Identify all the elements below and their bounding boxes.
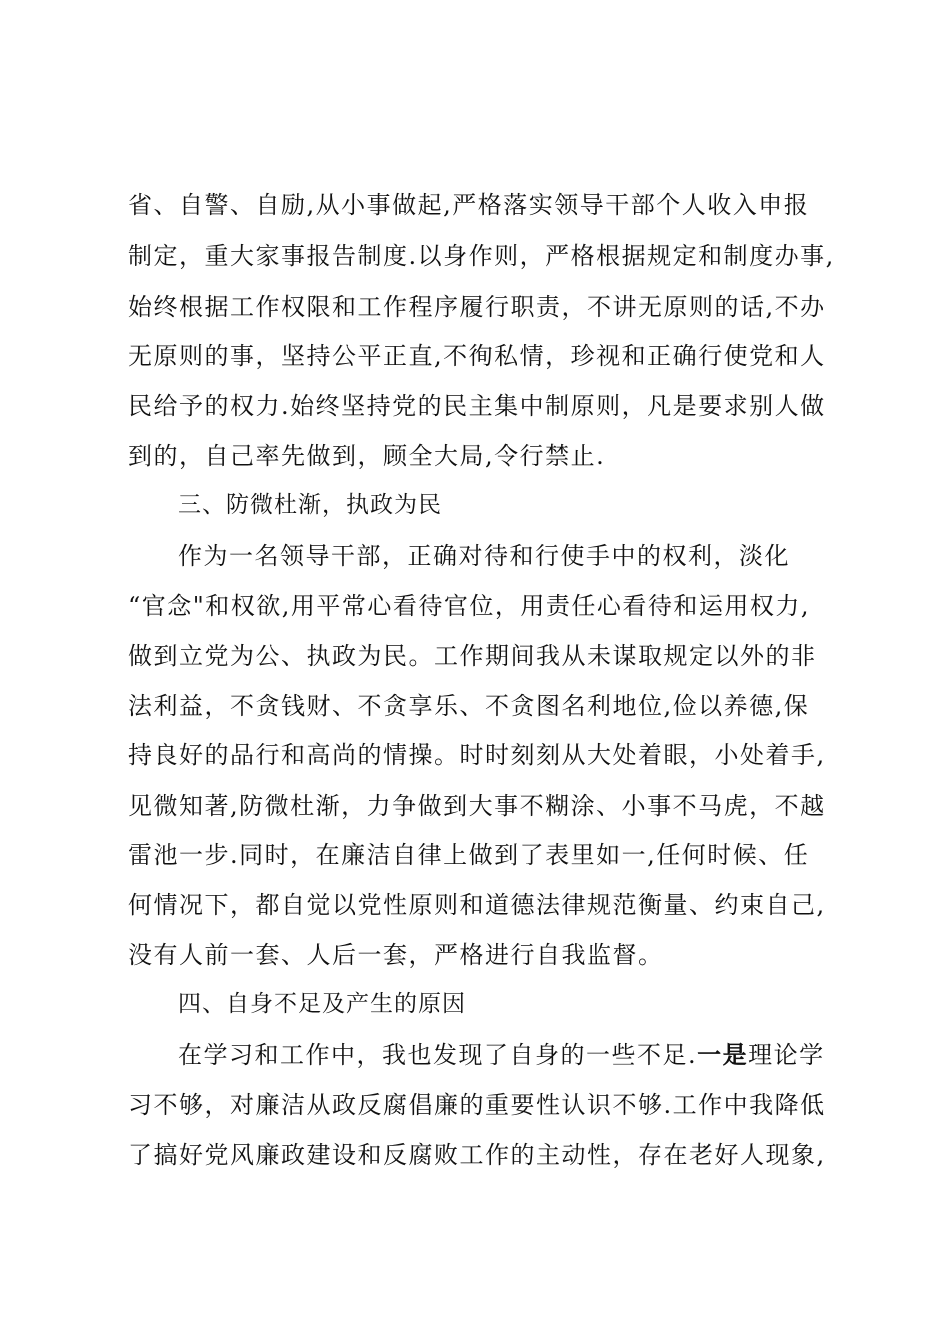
section-heading: 三、防微杜渐，执政为民 (178, 492, 442, 518)
paragraph-line: 雷池一步.同时，在廉洁自律上做到了表里如一,任何时候、任 (128, 841, 810, 869)
paragraph-line (178, 1040, 898, 1070)
paragraph-line: 始终根据工作权限和工作程序履行职责，不讲无原则的话,不办 (128, 293, 826, 321)
paragraph-line: 没有人前一套、人后一套，严格进行自我监督。 (128, 941, 664, 969)
paragraph-line: 了搞好党风廉政建设和反腐败工作的主动性，存在老好人现象, (128, 1141, 826, 1169)
paragraph-text: 在学习和工作中，我也发现了自身的一些不足. (178, 1041, 698, 1069)
paragraph-line: 持良好的品行和高尚的情操。时时刻刻从大处着眼，小处着手, (128, 741, 826, 769)
paragraph-line: 何情况下，都自觉以党性原则和道德法律规范衡量、约束自己, (128, 891, 826, 919)
emphasis-text: 一是 (697, 1040, 749, 1069)
paragraph-line: 省、自警、自励,从小事做起,严格落实领导干部个人收入申报 (128, 191, 810, 219)
paragraph-line: 法利益，不贪钱财、不贪享乐、不贪图名利地位,俭以养德,保 (128, 692, 810, 720)
paragraph-line: 习不够，对廉洁从政反腐倡廉的重要性认识不够.工作中我降低 (128, 1091, 826, 1119)
paragraph-text: 理论学 (748, 1041, 825, 1069)
paragraph-line: 无原则的事，坚持公平正直,不徇私情，珍视和正确行使党和人 (128, 342, 826, 370)
paragraph-line: “官念"和权欲,用平常心看待官位，用责任心看待和运用权力, (128, 592, 811, 620)
paragraph-line: 制定，重大家事报告制度.以身作则，严格根据规定和制度办事, (128, 242, 835, 270)
section-heading: 四、自身不足及产生的原因 (178, 991, 466, 1017)
paragraph-line: 到的，自己率先做到，顾全大局,令行禁止. (128, 442, 606, 470)
paragraph-line: 民给予的权力.始终坚持党的民主集中制原则，凡是要求别人做 (128, 392, 826, 420)
paragraph-line: 见微知著,防微杜渐，力争做到大事不糊涂、小事不马虎，不越 (128, 792, 826, 820)
paragraph-line: 做到立党为公、执政为民。工作期间我从未谋取规定以外的非 (128, 642, 817, 670)
paragraph-line: 作为一名领导干部，正确对待和行使手中的权利，淡化 (178, 542, 790, 570)
